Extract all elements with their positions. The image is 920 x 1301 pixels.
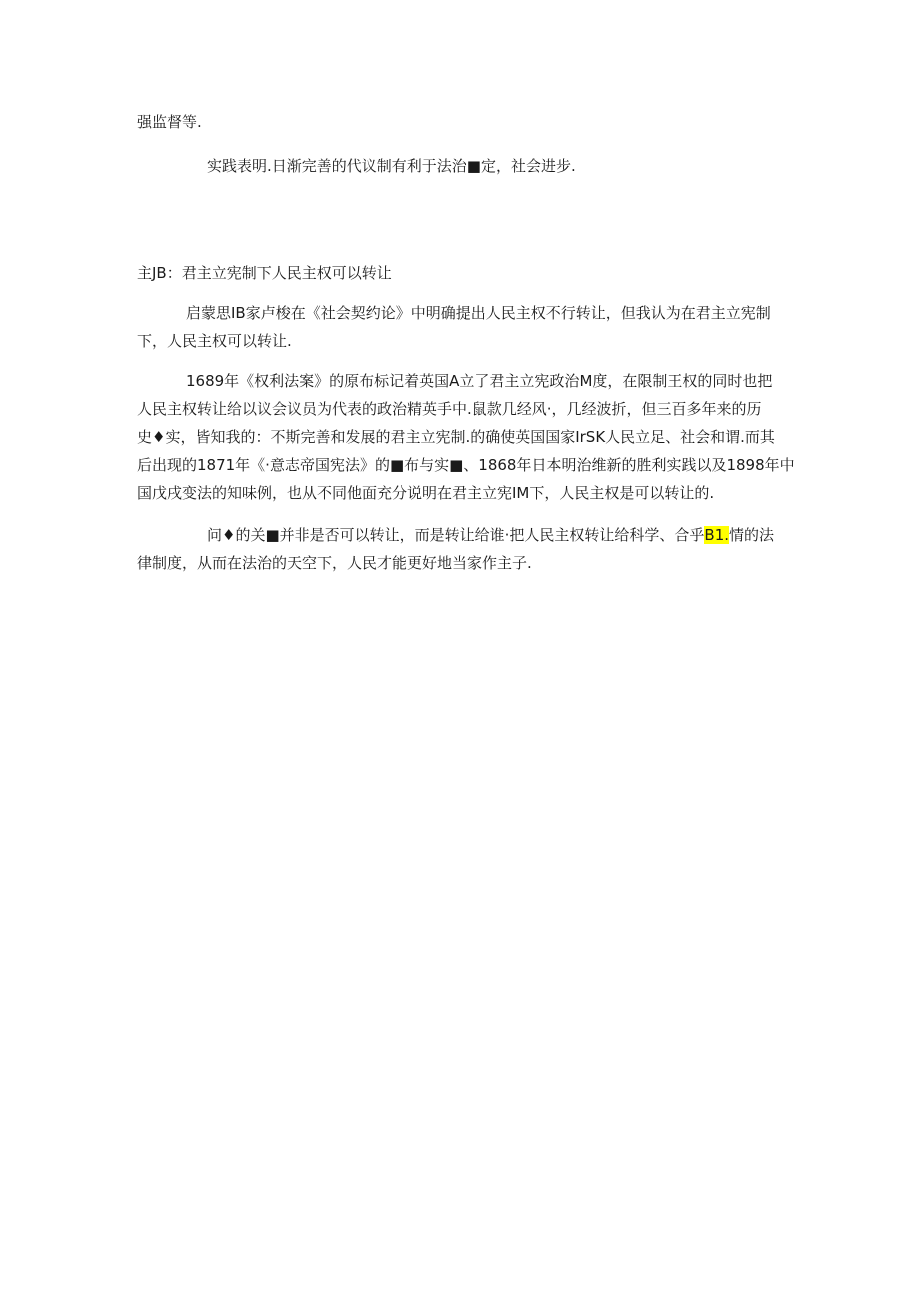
paragraph-5-text-a: 问♦的关■并非是否可以转让，而是转让给谁·把人民主权转让给科学、合乎 bbox=[207, 526, 705, 544]
paragraph-4-line-2: 人民主权转让给以议会议员为代表的政治精英手中.鼠款几经风·，几经波折，但三百多年来的历 bbox=[137, 400, 762, 418]
paragraph-2-line-1: 实践表明.日渐完善的代议制有利于法治■定，社会进步. bbox=[207, 157, 576, 175]
paragraph-4-line-4: 后出现的1871年《·意志帝国宪法》的■布与实■、1868年日本明治维新的胜利实践以及1898年中 bbox=[137, 456, 795, 474]
paragraph-4-line-5: 国戊戌变法的知味例，也从不同他面充分说明在君主立宪IM下，人民主权是可以转让的. bbox=[137, 484, 715, 502]
paragraph-4-line-1: 1689年《权利法案》的原布标记着英国A立了君主立宪政治M度，在限制王权的同时也把 bbox=[186, 372, 773, 390]
paragraph-5-line-2: 律制度，从而在法治的天空下，人民才能更好地当家作主子. bbox=[137, 554, 532, 572]
paragraph-3-line-1: 启蒙思IB家卢梭在《社会契约论》中明确提出人民主权不行转让，但我认为在君主立宪制 bbox=[186, 304, 771, 322]
paragraph-4-line-3: 史♦实，皆知我的：不斯完善和发展的君主立宪制.的确使英国国家IrSK人民立足、社会和谓.而其 bbox=[137, 428, 775, 446]
paragraph-5-text-b: 情的法 bbox=[729, 526, 775, 544]
section-heading: 主JB：君主立宪制下人民主权可以转让 bbox=[137, 264, 392, 282]
paragraph-1-line-1: 强监督等. bbox=[137, 113, 202, 131]
highlighted-text: B1. bbox=[704, 526, 730, 544]
paragraph-3-line-2: 下，人民主权可以转让. bbox=[137, 332, 292, 350]
paragraph-5-line-1 bbox=[207, 525, 787, 545]
